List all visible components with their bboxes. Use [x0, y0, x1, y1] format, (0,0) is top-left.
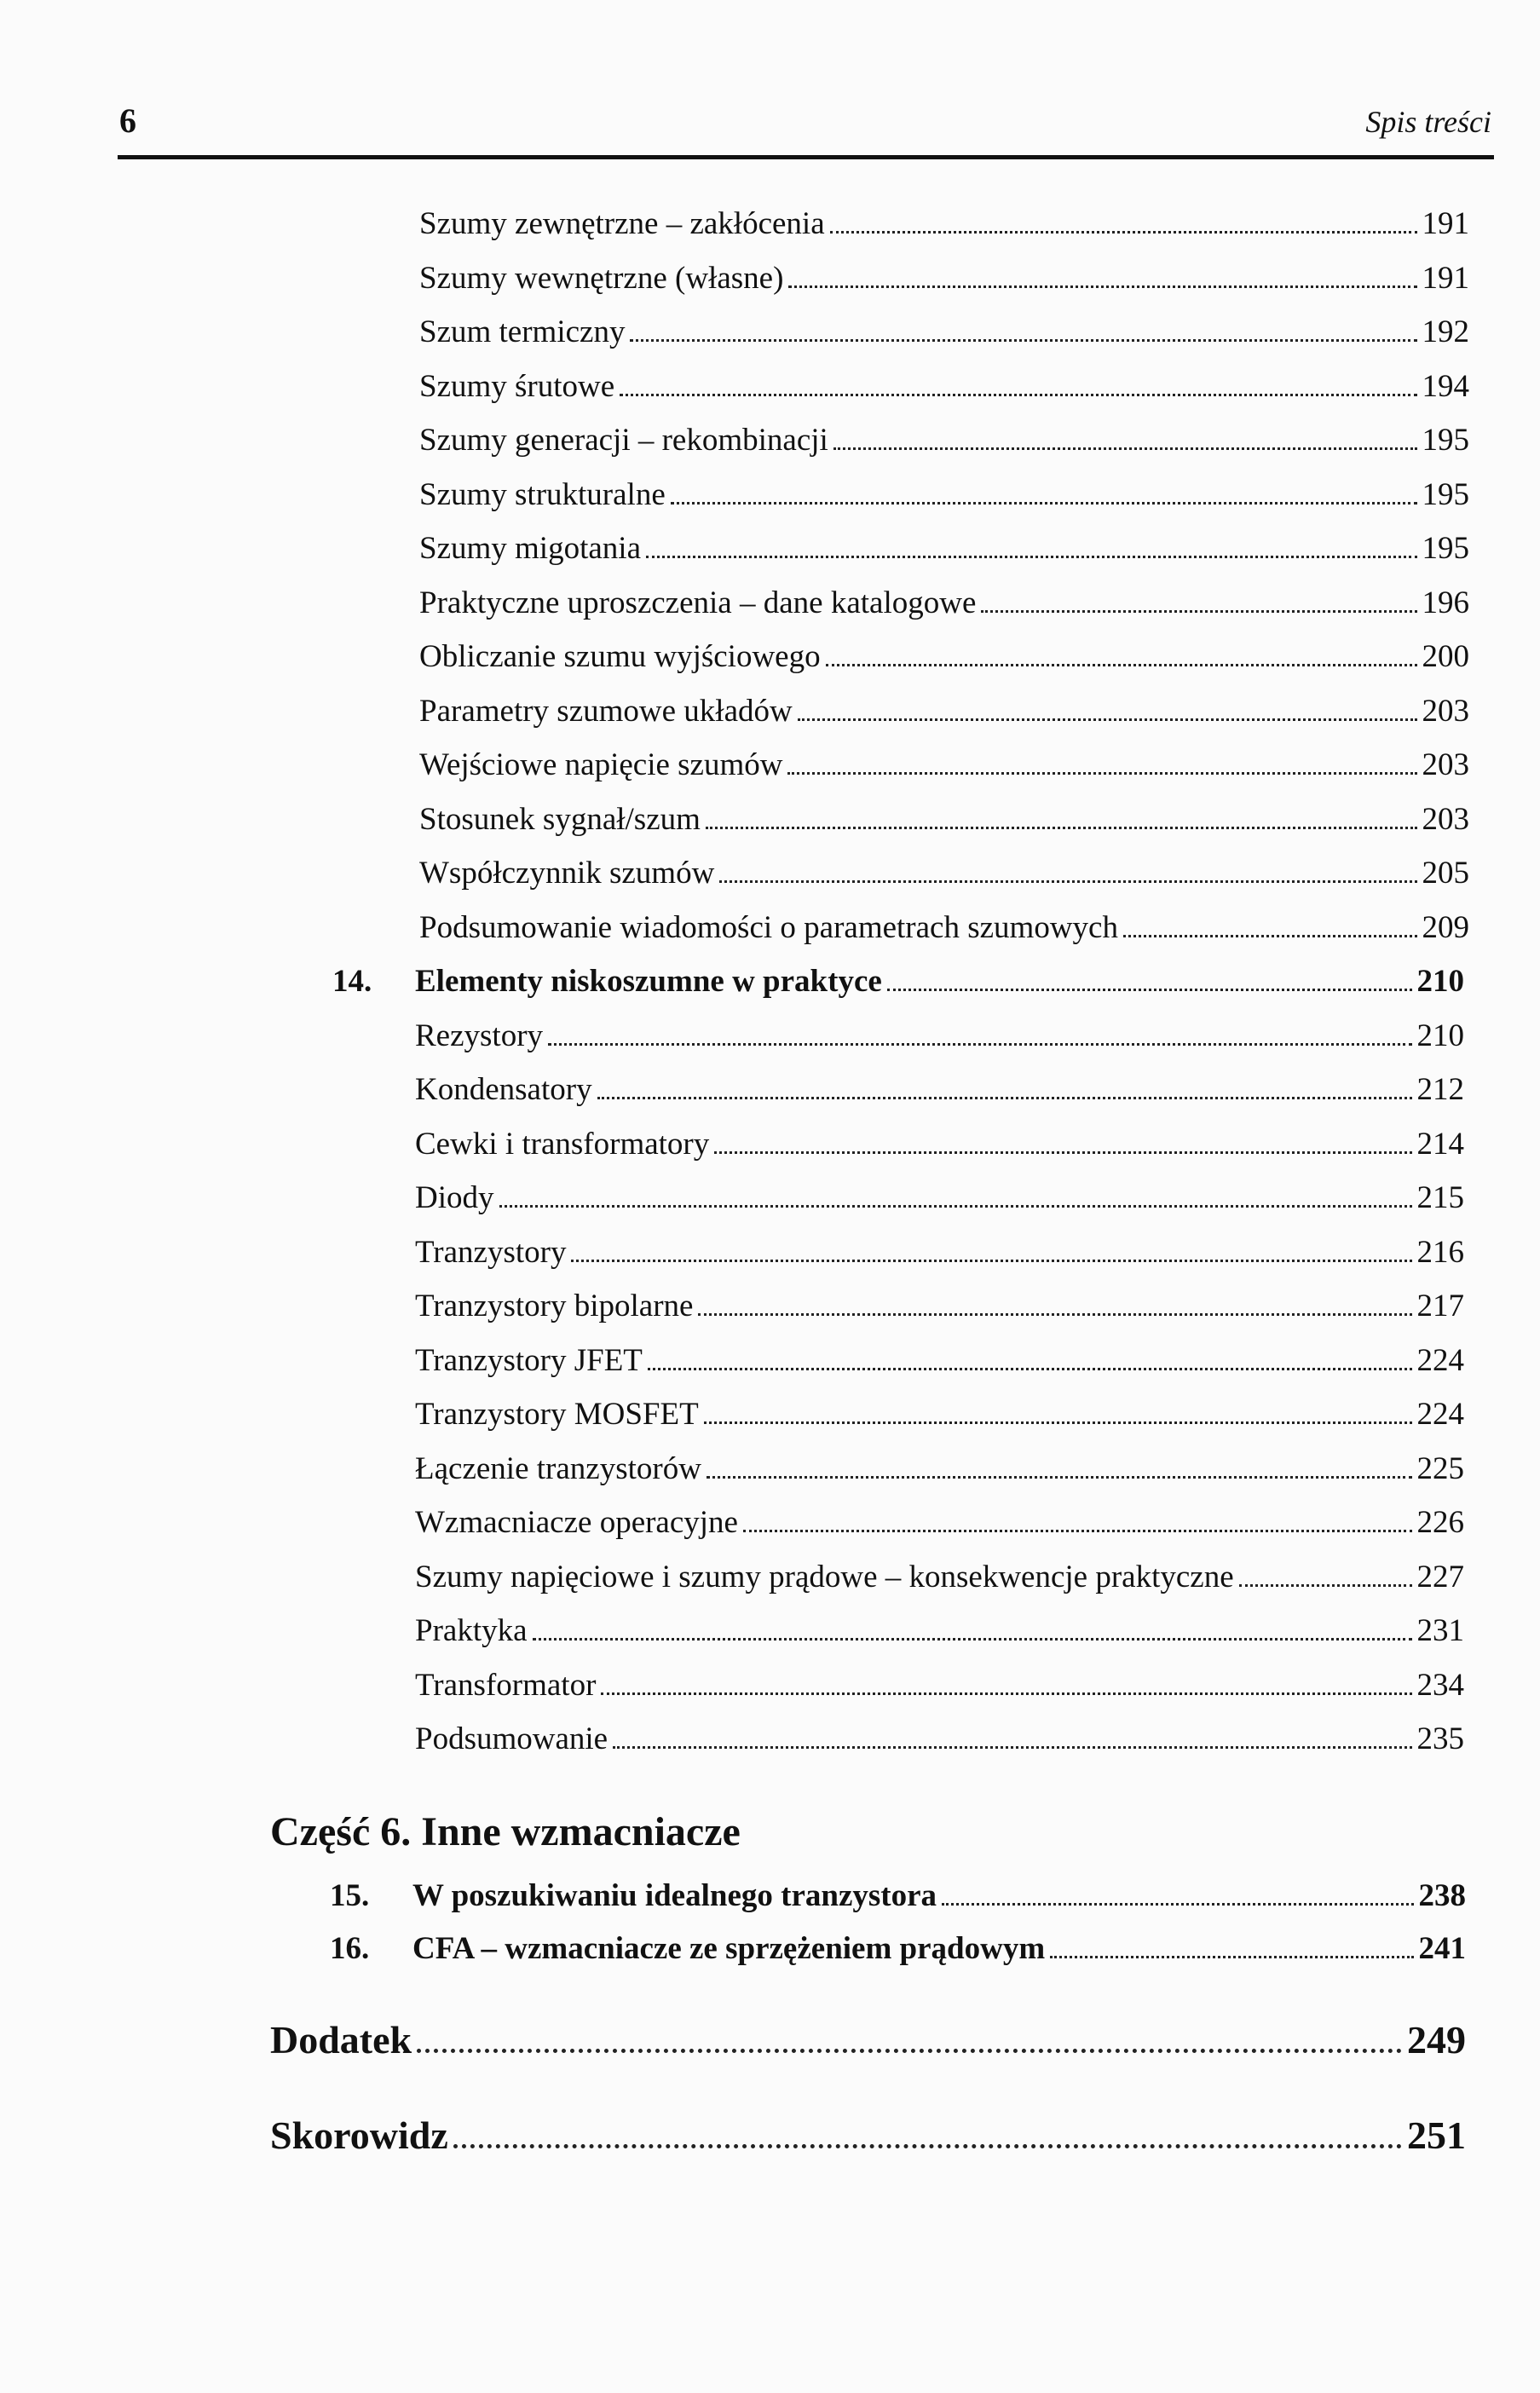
toc-entry[interactable]	[415, 1014, 1464, 1058]
toc-entry[interactable]	[419, 365, 1469, 409]
dot-leader	[646, 556, 1417, 558]
entry-page: 249	[1407, 2018, 1466, 2061]
entry-page: 194	[1422, 368, 1469, 404]
entry-title: Parametry szumowe układów	[419, 693, 793, 729]
entry-title: Tranzystory JFET	[415, 1342, 643, 1378]
dot-leader	[942, 1903, 1413, 1906]
entry-title: CFA – wzmacniacze ze sprzężeniem prądowym	[412, 1931, 1046, 1966]
dot-leader	[743, 1530, 1412, 1532]
dot-leader	[671, 502, 1417, 505]
toc-entry[interactable]	[415, 1231, 1464, 1275]
entry-page: 191	[1422, 260, 1469, 296]
entry-page: 217	[1416, 1289, 1464, 1323]
toc-entry[interactable]	[415, 1068, 1464, 1112]
entry-page: 235	[1416, 1721, 1464, 1756]
toc-entry[interactable]	[419, 310, 1469, 355]
toc-entry[interactable]	[419, 473, 1469, 517]
toc-entry[interactable]	[415, 1284, 1464, 1329]
entry-page: 205	[1422, 856, 1469, 891]
dot-leader	[620, 394, 1416, 396]
part-heading: Część 6. Inne wzmacniacze	[270, 1809, 741, 1854]
toc-entry[interactable]	[419, 798, 1469, 842]
dot-leader	[1123, 935, 1417, 937]
toc-entry[interactable]	[419, 202, 1469, 246]
entry-title: Tranzystory MOSFET	[415, 1397, 699, 1432]
entry-page: 203	[1422, 801, 1469, 837]
entry-page: 210	[1416, 1018, 1464, 1053]
entry-page: 191	[1422, 206, 1469, 241]
dot-leader	[981, 610, 1416, 613]
page-number: 6	[119, 101, 136, 140]
toc-entry[interactable]	[419, 851, 1469, 896]
entry-title: Szumy napięciowe i szumy prądowe – konsekwencje praktyczne	[415, 1559, 1234, 1594]
entry-page: 196	[1422, 585, 1469, 620]
entry-page: 192	[1422, 314, 1469, 349]
dot-leader	[706, 827, 1417, 829]
entry-title: Szumy zewnętrzne – zakłócenia	[419, 206, 825, 241]
entry-page: 238	[1418, 1878, 1466, 1913]
entry-title: Szumy wewnętrzne (własne)	[419, 260, 784, 296]
entry-title: Skorowidz	[270, 2113, 448, 2157]
dot-leader	[548, 1043, 1411, 1046]
entry-page: 234	[1416, 1667, 1464, 1703]
header-rule	[118, 155, 1494, 159]
toc-appendix[interactable]	[270, 2013, 1466, 2067]
entry-title: Dodatek	[270, 2018, 412, 2061]
toc-entry[interactable]	[415, 1176, 1464, 1220]
entry-page: 209	[1422, 909, 1469, 945]
dot-leader	[453, 2144, 1402, 2148]
entry-title: W poszukiwaniu idealnego tranzystora	[412, 1878, 937, 1913]
running-title: Spis treści	[1365, 105, 1491, 139]
entry-title: Kondensatory	[415, 1072, 592, 1107]
entry-page: 227	[1416, 1559, 1464, 1594]
entry-title: Wejściowe napięcie szumów	[419, 747, 783, 782]
toc-chapter-entry[interactable]	[332, 960, 1464, 1004]
toc-entry[interactable]	[419, 689, 1469, 734]
entry-page: 214	[1416, 1126, 1464, 1162]
entry-title: Praktyka	[415, 1613, 528, 1648]
entry-title: Podsumowanie wiadomości o parametrach szumowych	[419, 909, 1118, 945]
dot-leader	[601, 1692, 1411, 1695]
entry-title: Szumy generacji – rekombinacji	[419, 423, 828, 458]
toc-entry[interactable]	[415, 1555, 1464, 1600]
entry-title: Tranzystory	[415, 1234, 567, 1270]
entry-title: Szumy strukturalne	[419, 476, 666, 512]
dot-leader	[830, 231, 1417, 234]
entry-title: Elementy niskoszumne w praktyce	[415, 964, 882, 999]
entry-title: Praktyczne uproszczenia – dane katalogowe	[419, 585, 977, 620]
toc-entry[interactable]	[415, 1664, 1464, 1708]
toc-entry[interactable]	[415, 1447, 1464, 1491]
dot-leader	[714, 1151, 1411, 1154]
dot-leader	[833, 447, 1417, 450]
toc-entry[interactable]	[415, 1393, 1464, 1437]
entry-page: 200	[1422, 639, 1469, 674]
entry-title: Współczynnik szumów	[419, 856, 715, 891]
toc-entry[interactable]	[419, 635, 1469, 679]
entry-title: Tranzystory bipolarne	[415, 1289, 694, 1323]
dot-leader	[417, 2049, 1402, 2053]
dot-leader	[571, 1260, 1411, 1262]
dot-leader	[887, 989, 1412, 991]
toc-entry[interactable]	[419, 527, 1469, 571]
toc-entry[interactable]	[415, 1609, 1464, 1653]
toc-entry[interactable]	[419, 743, 1469, 787]
chapter-number: 14.	[332, 964, 372, 999]
dot-leader	[648, 1368, 1412, 1370]
entry-title: Szum termiczny	[419, 314, 626, 349]
entry-page: 224	[1416, 1397, 1464, 1432]
toc-entry[interactable]	[415, 1339, 1464, 1383]
entry-title: Obliczanie szumu wyjściowego	[419, 639, 821, 674]
entry-page: 203	[1422, 747, 1469, 782]
entry-page: 195	[1422, 531, 1469, 566]
entry-page: 225	[1416, 1450, 1464, 1486]
toc-entry[interactable]	[419, 906, 1469, 950]
entry-page: 212	[1416, 1072, 1464, 1107]
dot-leader	[613, 1746, 1411, 1749]
chapter-number: 15.	[330, 1878, 370, 1913]
toc-entry[interactable]	[419, 581, 1469, 626]
entry-page: 226	[1416, 1505, 1464, 1540]
entry-page: 195	[1422, 423, 1469, 458]
dot-leader	[597, 1097, 1412, 1099]
dot-leader	[787, 772, 1416, 775]
dot-leader	[719, 880, 1416, 883]
entry-page: 215	[1416, 1180, 1464, 1215]
toc-chapter-16[interactable]	[330, 1927, 1466, 1971]
entry-page: 231	[1416, 1613, 1464, 1648]
dot-leader	[533, 1638, 1412, 1641]
toc-entry[interactable]	[419, 418, 1469, 463]
entry-page: 203	[1422, 693, 1469, 729]
entry-title: Transformator	[415, 1667, 597, 1703]
entry-title: Szumy śrutowe	[419, 368, 615, 404]
entry-title: Rezystory	[415, 1018, 544, 1053]
dot-leader	[788, 285, 1416, 288]
toc-entry[interactable]	[415, 1122, 1464, 1167]
dot-leader	[704, 1421, 1412, 1424]
entry-title: Szumy migotania	[419, 531, 641, 566]
chapter-number: 16.	[330, 1931, 370, 1966]
entry-title: Stosunek sygnał/szum	[419, 801, 701, 837]
toc-index[interactable]	[270, 2108, 1466, 2163]
entry-page: 216	[1416, 1234, 1464, 1270]
dot-leader	[1050, 1956, 1413, 1958]
entry-title: Diody	[415, 1180, 494, 1215]
entry-title: Podsumowanie	[415, 1721, 609, 1756]
entry-page: 195	[1422, 476, 1469, 512]
entry-title: Cewki i transformatory	[415, 1126, 710, 1162]
dot-leader	[826, 664, 1417, 666]
entry-page: 241	[1418, 1931, 1466, 1966]
entry-page: 251	[1407, 2113, 1466, 2157]
dot-leader	[707, 1476, 1412, 1479]
dot-leader	[630, 339, 1416, 342]
toc-chapter-15[interactable]	[330, 1874, 1466, 1918]
entry-title: Wzmacniacze operacyjne	[415, 1505, 738, 1540]
dot-leader	[499, 1205, 1412, 1208]
dot-leader	[798, 718, 1417, 721]
toc-entry[interactable]	[419, 257, 1469, 301]
entry-title: Łączenie tranzystorów	[415, 1450, 701, 1486]
dot-leader	[1239, 1584, 1412, 1587]
entry-page: 224	[1416, 1342, 1464, 1378]
dot-leader	[698, 1313, 1411, 1316]
toc-entry[interactable]	[415, 1717, 1464, 1762]
toc-entry[interactable]	[415, 1501, 1464, 1545]
entry-page: 210	[1416, 964, 1464, 999]
